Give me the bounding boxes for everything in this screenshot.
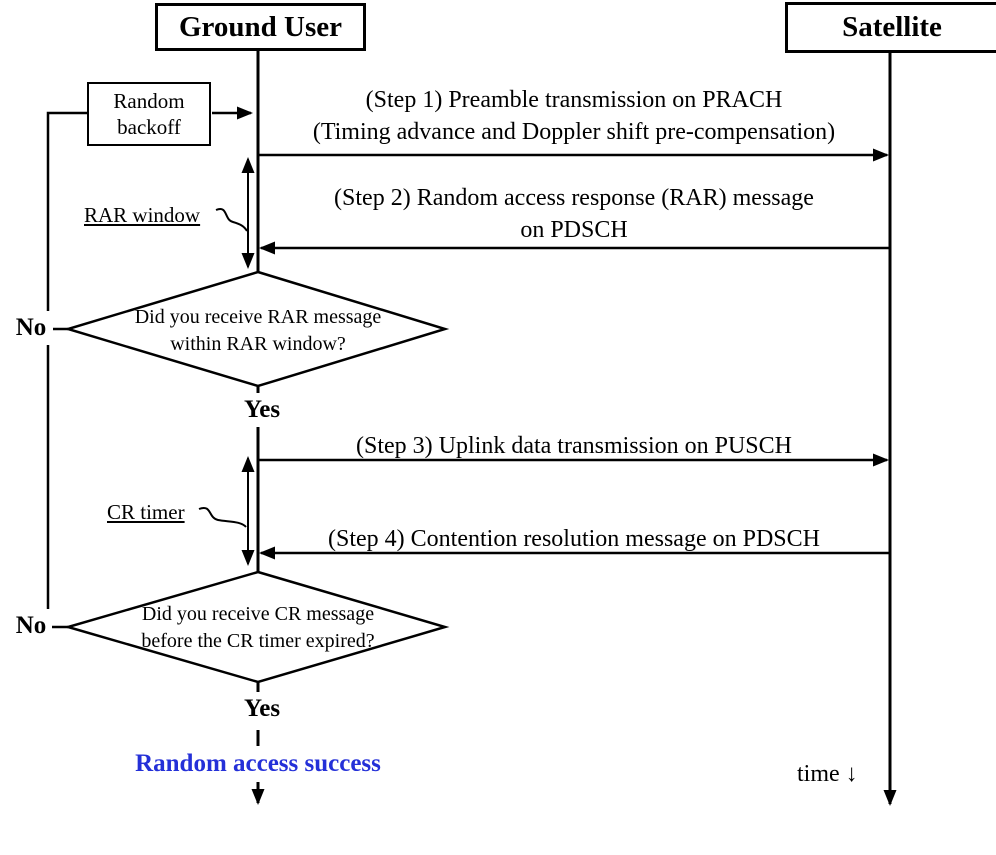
decision-1-yes-label: Yes — [238, 393, 286, 427]
decision-2-yes-label: Yes — [238, 692, 286, 726]
decision-1-question — [108, 304, 408, 358]
cr-timer-label: CR timer — [107, 500, 185, 524]
decision-1-line-2: within RAR window? — [170, 333, 346, 355]
actor-label-ground-user: Ground User — [178, 10, 342, 43]
rar-window-label: RAR window — [84, 203, 201, 227]
step-3-line-1: (Step 3) Uplink data transmission on PUSCH — [356, 433, 792, 459]
decision-1-line-1: Did you receive RAR message — [134, 306, 382, 328]
rar-window-squiggle-connector — [216, 209, 247, 231]
decision-2-line-1: Did you receive CR message — [141, 603, 375, 625]
message-label-step-3 — [262, 430, 886, 462]
step-2-line-1: (Step 2) Random access response (RAR) message — [334, 185, 814, 211]
no-feedback-path — [48, 113, 87, 627]
step-4-line-1: (Step 4) Contention resolution message on PDSCH — [328, 526, 820, 552]
random-access-success-label: Random access success — [135, 750, 381, 777]
actor-box-ground-user — [155, 3, 366, 51]
decision-1-no-label: No — [10, 311, 52, 345]
actor-box-satellite — [785, 2, 996, 53]
decision-2-no-label: No — [10, 609, 52, 643]
message-label-step-2 — [262, 182, 886, 246]
time-axis-label: time ↓ — [797, 761, 858, 787]
decision-2-line-2: before the CR timer expired? — [141, 630, 375, 652]
message-label-step-1 — [262, 84, 886, 148]
message-label-step-4 — [262, 523, 886, 555]
step-1-line-2: (Timing advance and Doppler shift pre-compensation) — [312, 119, 836, 145]
step-2-line-2: on PDSCH — [520, 217, 628, 243]
step-1-line-1: (Step 1) Preamble transmission on PRACH — [365, 87, 783, 113]
actor-label-satellite: Satellite — [842, 11, 942, 43]
cr-timer-squiggle-connector — [199, 508, 246, 527]
decision-2-question — [108, 601, 408, 655]
random-backoff-label: Random backoff — [113, 89, 185, 139]
random-backoff-box — [87, 82, 211, 146]
